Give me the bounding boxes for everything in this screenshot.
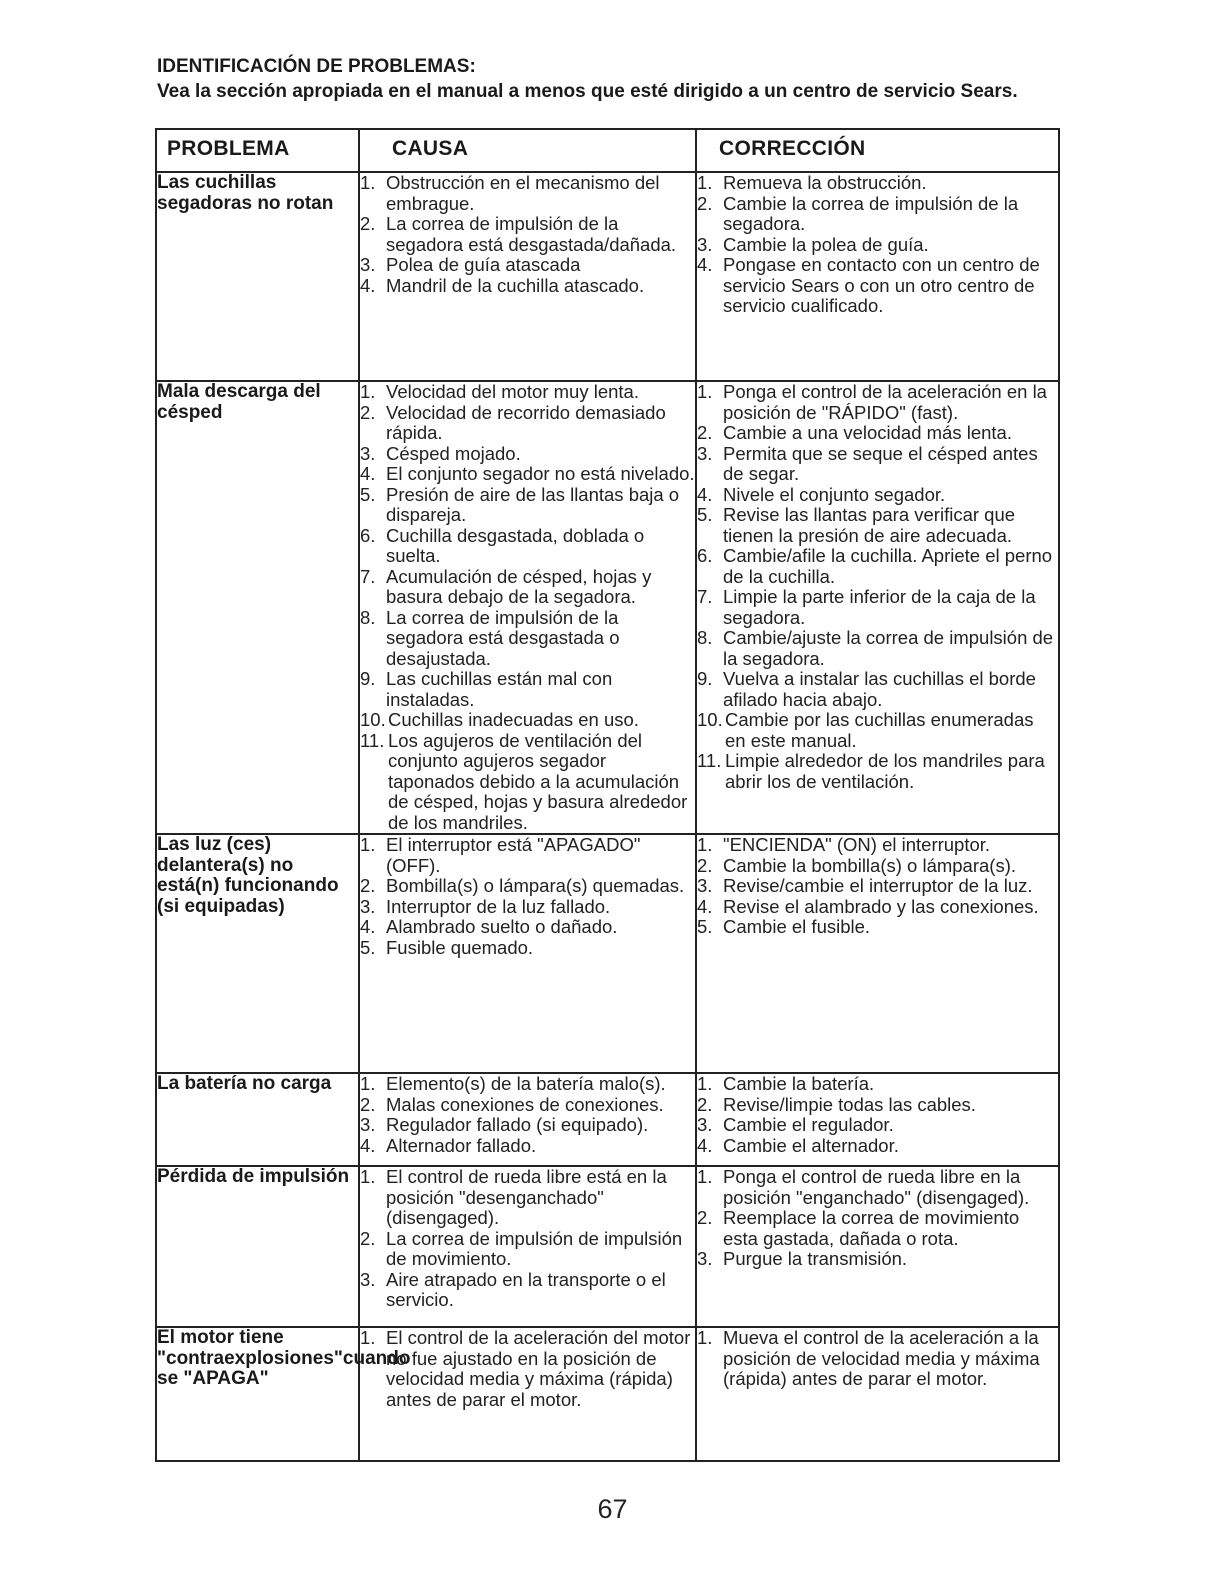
cause-number: 2. xyxy=(360,401,376,423)
correction-number: 4. xyxy=(697,483,713,505)
page-number: 67 xyxy=(597,1494,628,1524)
cause-text: La correa de impulsión de la segadora está desgastada o desajustada. xyxy=(386,606,620,669)
cause-number: 11. xyxy=(360,729,385,751)
header-cause: CAUSA xyxy=(359,129,696,172)
table-row xyxy=(156,834,1059,1073)
problem-cell: Mala descarga del césped xyxy=(156,381,359,834)
table-row xyxy=(156,381,1059,834)
correction-item xyxy=(697,587,1058,628)
cause-list xyxy=(360,1074,695,1156)
cause-item xyxy=(360,1270,695,1311)
cause-text: Las cuchillas están mal con instaladas. xyxy=(386,668,613,710)
cause-text: Cuchillas inadecuadas en uso. xyxy=(388,709,639,730)
correction-number: 3. xyxy=(697,875,713,896)
correction-item xyxy=(697,1136,1058,1157)
cause-cell xyxy=(359,172,696,381)
cause-number: 3. xyxy=(360,1114,376,1135)
correction-number: 3. xyxy=(697,1248,713,1269)
cause-item xyxy=(360,917,695,938)
correction-text: Cambie la polea de guía. xyxy=(723,233,929,255)
correction-number: 1. xyxy=(697,1327,713,1348)
cause-item xyxy=(360,1229,695,1270)
cause-item xyxy=(360,835,695,876)
cause-list xyxy=(360,382,695,833)
correction-number: 6. xyxy=(697,545,713,566)
cause-item xyxy=(360,731,695,834)
problem-cell: El motor tiene "contraexplosiones"cuando se "APAGA" xyxy=(156,1327,359,1461)
problem-cell: La batería no carga xyxy=(156,1073,359,1166)
correction-number: 5. xyxy=(697,916,713,937)
correction-number: 2. xyxy=(697,422,713,443)
cause-item xyxy=(360,1167,695,1229)
cause-number: 6. xyxy=(360,524,376,546)
correction-number: 7. xyxy=(697,586,713,607)
correction-item xyxy=(697,835,1058,856)
correction-text: Ponga el control de la aceleración en la posición de "RÁPIDO" (fast). xyxy=(723,381,1047,423)
cause-number: 7. xyxy=(360,565,376,587)
correction-item xyxy=(697,423,1058,444)
correction-item xyxy=(697,235,1058,256)
page-subheading: Vea la sección apropiada en el manual a menos que esté dirigido a un centro de servicio Sears. xyxy=(157,81,1018,102)
correction-item xyxy=(697,897,1058,918)
correction-text: Cambie a una velocidad más lenta. xyxy=(723,422,1012,443)
correction-text: Nivele el conjunto segador. xyxy=(723,483,946,505)
cause-list xyxy=(360,1167,695,1311)
cause-number: 4. xyxy=(360,916,376,937)
cause-cell xyxy=(359,381,696,834)
correction-text: Cambie el alternador. xyxy=(723,1134,899,1156)
cause-cell xyxy=(359,834,696,1073)
cause-text: Polea de guía atascada xyxy=(386,254,581,275)
cause-number: 2. xyxy=(360,875,376,896)
correction-number: 2. xyxy=(697,1093,713,1115)
correction-item xyxy=(697,444,1058,485)
cause-number: 1. xyxy=(360,172,376,193)
cause-text: Mandril de la cuchilla atascado. xyxy=(386,274,645,296)
correction-number: 8. xyxy=(697,627,713,648)
correction-text: Cambie la batería. xyxy=(723,1073,875,1094)
correction-text: Cambie/afile la cuchilla. Apriete el perno de la cuchilla. xyxy=(723,545,1053,587)
cause-number: 2. xyxy=(360,1093,376,1115)
correction-list xyxy=(697,1074,1058,1156)
correction-item xyxy=(697,505,1058,546)
cause-text: El control de la aceleración del motor no fue ajustado en la posición de velocidad media y máxima (rápida) antes de parar el motor. xyxy=(386,1327,691,1410)
cause-number: 4. xyxy=(360,274,376,296)
cause-text: Obstrucción en el mecanismo del embrague. xyxy=(386,172,660,214)
cause-item xyxy=(360,876,695,897)
correction-number: 2. xyxy=(697,1207,713,1228)
cause-number: 1. xyxy=(360,834,376,855)
cause-item xyxy=(360,938,695,959)
cause-item xyxy=(360,1115,695,1136)
correction-number: 3. xyxy=(697,1114,713,1135)
cause-number: 3. xyxy=(360,442,376,464)
correction-item xyxy=(697,710,1058,751)
correction-number: 2. xyxy=(697,192,713,214)
cause-item xyxy=(360,276,695,297)
cause-text: Los agujeros de ventilación del conjunto agujeros segador taponados debido a la acumulación de césped, hojas y basura alrededor de los mandriles. xyxy=(388,729,688,833)
cause-list xyxy=(360,173,695,296)
correction-item xyxy=(697,1095,1058,1116)
cause-number: 9. xyxy=(360,668,376,689)
cause-item xyxy=(360,710,695,731)
cause-number: 3. xyxy=(360,1268,376,1290)
cause-item xyxy=(360,567,695,608)
cause-number: 1. xyxy=(360,1166,376,1187)
cause-number: 3. xyxy=(360,254,376,275)
cause-cell xyxy=(359,1327,696,1461)
correction-number: 2. xyxy=(697,854,713,876)
cause-text: Cuchilla desgastada, doblada o suelta. xyxy=(386,524,645,566)
correction-text: Cambie el fusible. xyxy=(723,916,871,937)
correction-number: 4. xyxy=(697,254,713,275)
correction-text: Remueva la obstrucción. xyxy=(723,172,927,193)
cause-number: 5. xyxy=(360,483,376,505)
correction-text: Vuelva a instalar las cuchillas el borde afilado hacia abajo. xyxy=(723,668,1036,710)
cause-item xyxy=(360,1136,695,1157)
correction-text: Revise/cambie el interruptor de la luz. xyxy=(723,875,1033,896)
cause-list xyxy=(360,835,695,958)
cause-number: 4. xyxy=(360,1134,376,1156)
cause-text: Elemento(s) de la batería malo(s). xyxy=(386,1073,666,1094)
correction-number: 3. xyxy=(697,442,713,464)
page-heading: IDENTIFICACIÓN DE PROBLEMAS: xyxy=(157,56,476,77)
correction-text: Revise/limpie todas las cables. xyxy=(723,1093,976,1115)
correction-item xyxy=(697,1328,1058,1390)
correction-text: Cambie por las cuchillas enumeradas en este manual. xyxy=(725,709,1034,751)
correction-cell xyxy=(696,1166,1059,1327)
cause-number: 2. xyxy=(360,213,376,234)
cause-item xyxy=(360,897,695,918)
table-header-row xyxy=(156,129,1059,172)
correction-cell xyxy=(696,172,1059,381)
correction-number: 1. xyxy=(697,172,713,193)
correction-item xyxy=(697,1249,1058,1270)
cause-number: 5. xyxy=(360,936,376,958)
cause-number: 4. xyxy=(360,463,376,484)
correction-cell xyxy=(696,381,1059,834)
cause-item xyxy=(360,1328,695,1410)
correction-cell xyxy=(696,834,1059,1073)
correction-number: 11. xyxy=(697,750,722,771)
correction-item xyxy=(697,876,1058,897)
problem-cell: Pérdida de impulsión xyxy=(156,1166,359,1327)
table-row xyxy=(156,1327,1059,1461)
correction-list xyxy=(697,1167,1058,1270)
cause-item xyxy=(360,444,695,465)
table-row xyxy=(156,1073,1059,1166)
cause-item xyxy=(360,526,695,567)
cause-list xyxy=(360,1328,695,1410)
cause-text: Acumulación de césped, hojas y basura debajo de la segadora. xyxy=(386,565,652,607)
correction-text: Reemplace la correa de movimiento esta gastada, dañada o rota. xyxy=(723,1207,1020,1249)
correction-text: Ponga el control de rueda libre en la posición "enganchado" (disengaged). xyxy=(723,1166,1030,1208)
correction-cell xyxy=(696,1073,1059,1166)
cause-number: 1. xyxy=(360,381,376,402)
cause-text: Aire atrapado en la transporte o el servicio. xyxy=(386,1268,666,1310)
correction-text: Limpie alrededor de los mandriles para abrir los de ventilación. xyxy=(725,750,1045,792)
cause-text: Presión de aire de las llantas baja o dispareja. xyxy=(386,483,680,525)
cause-text: El conjunto segador no está nivelado. xyxy=(386,463,695,484)
header-problem: PROBLEMA xyxy=(156,129,359,172)
correction-number: 5. xyxy=(697,504,713,525)
cause-item xyxy=(360,464,695,485)
cause-item xyxy=(360,255,695,276)
cause-text: Alambrado suelto o dañado. xyxy=(386,916,618,937)
table-row xyxy=(156,172,1059,381)
correction-list xyxy=(697,835,1058,938)
correction-number: 1. xyxy=(697,1166,713,1187)
correction-text: Cambie/ajuste la correa de impulsión de la segadora. xyxy=(723,627,1054,669)
correction-number: 9. xyxy=(697,668,713,689)
cause-item xyxy=(360,214,695,255)
cause-item xyxy=(360,485,695,526)
correction-text: Cambie la correa de impulsión de la segadora. xyxy=(723,192,1019,234)
correction-item xyxy=(697,751,1058,792)
cause-number: 1. xyxy=(360,1327,376,1348)
correction-item xyxy=(697,546,1058,587)
correction-item xyxy=(697,382,1058,423)
correction-text: Pongase en contacto con un centro de servicio Sears o con un otro centro de servicio cualificado. xyxy=(723,254,1040,316)
correction-item xyxy=(697,485,1058,506)
correction-number: 1. xyxy=(697,1073,713,1094)
cause-item xyxy=(360,1095,695,1116)
cause-text: El control de rueda libre está en la posición "desenganchado" (disengaged). xyxy=(386,1166,667,1228)
problem-cell: Las luz (ces) delantera(s) no está(n) funcionando (si equipadas) xyxy=(156,834,359,1073)
correction-list xyxy=(697,382,1058,792)
cause-number: 8. xyxy=(360,606,376,628)
cause-text: Regulador fallado (si equipado). xyxy=(386,1114,649,1135)
header-correction: CORRECCIÓN xyxy=(696,129,1059,172)
cause-item xyxy=(360,382,695,403)
correction-item xyxy=(697,628,1058,669)
correction-item xyxy=(697,194,1058,235)
correction-item xyxy=(697,1074,1058,1095)
correction-text: Revise el alambrado y las conexiones. xyxy=(723,895,1039,917)
correction-item xyxy=(697,255,1058,317)
correction-number: 10. xyxy=(697,709,723,730)
cause-item xyxy=(360,403,695,444)
cause-text: Velocidad de recorrido demasiado rápida. xyxy=(386,401,666,443)
cause-text: Fusible quemado. xyxy=(386,936,534,958)
correction-text: "ENCIENDA" (ON) el interruptor. xyxy=(723,834,991,855)
correction-text: Cambie el regulador. xyxy=(723,1114,894,1135)
cause-text: La correa de impulsión de impulsión de movimiento. xyxy=(386,1227,683,1269)
cause-text: Alternador fallado. xyxy=(386,1134,537,1156)
cause-text: Malas conexiones de conexiones. xyxy=(386,1093,664,1115)
correction-item xyxy=(697,1115,1058,1136)
correction-text: Revise las llantas para verificar que tienen la presión de aire adecuada. xyxy=(723,504,1016,546)
cause-text: Interruptor de la luz fallado. xyxy=(386,895,611,917)
table-row xyxy=(156,1166,1059,1327)
cause-item xyxy=(360,173,695,214)
cause-text: El interruptor está "APAGADO" (OFF). xyxy=(386,834,641,876)
correction-number: 4. xyxy=(697,1134,713,1156)
correction-item xyxy=(697,173,1058,194)
correction-text: Cambie la bombilla(s) o lámpara(s). xyxy=(723,854,1017,876)
cause-number: 10. xyxy=(360,709,386,730)
correction-item xyxy=(697,1208,1058,1249)
correction-item xyxy=(697,856,1058,877)
correction-list xyxy=(697,1328,1058,1390)
correction-cell xyxy=(696,1327,1059,1461)
cause-text: Césped mojado. xyxy=(386,442,521,464)
cause-item xyxy=(360,1074,695,1095)
cause-number: 1. xyxy=(360,1073,376,1094)
cause-item xyxy=(360,669,695,710)
cause-cell xyxy=(359,1073,696,1166)
correction-item xyxy=(697,669,1058,710)
correction-text: Permita que se seque el césped antes de segar. xyxy=(723,442,1038,484)
cause-item xyxy=(360,608,695,670)
cause-cell xyxy=(359,1166,696,1327)
correction-text: Mueva el control de la aceleración a la posición de velocidad media y máxima (rápida) antes de parar el motor. xyxy=(723,1327,1040,1389)
correction-number: 3. xyxy=(697,233,713,255)
correction-text: Limpie la parte inferior de la caja de la segadora. xyxy=(723,586,1036,628)
correction-text: Purgue la transmisión. xyxy=(723,1248,908,1269)
correction-item xyxy=(697,1167,1058,1208)
cause-text: La correa de impulsión de la segadora está desgastada/dañada. xyxy=(386,213,677,255)
correction-number: 1. xyxy=(697,381,713,402)
correction-item xyxy=(697,917,1058,938)
cause-number: 3. xyxy=(360,895,376,917)
cause-text: Bombilla(s) o lámpara(s) quemadas. xyxy=(386,875,685,896)
troubleshooting-table xyxy=(155,128,1060,1462)
cause-text: Velocidad del motor muy lenta. xyxy=(386,381,639,402)
cause-number: 2. xyxy=(360,1227,376,1249)
correction-list xyxy=(697,173,1058,317)
correction-number: 1. xyxy=(697,834,713,855)
correction-number: 4. xyxy=(697,895,713,917)
problem-cell: Las cuchillas segadoras no rotan xyxy=(156,172,359,381)
